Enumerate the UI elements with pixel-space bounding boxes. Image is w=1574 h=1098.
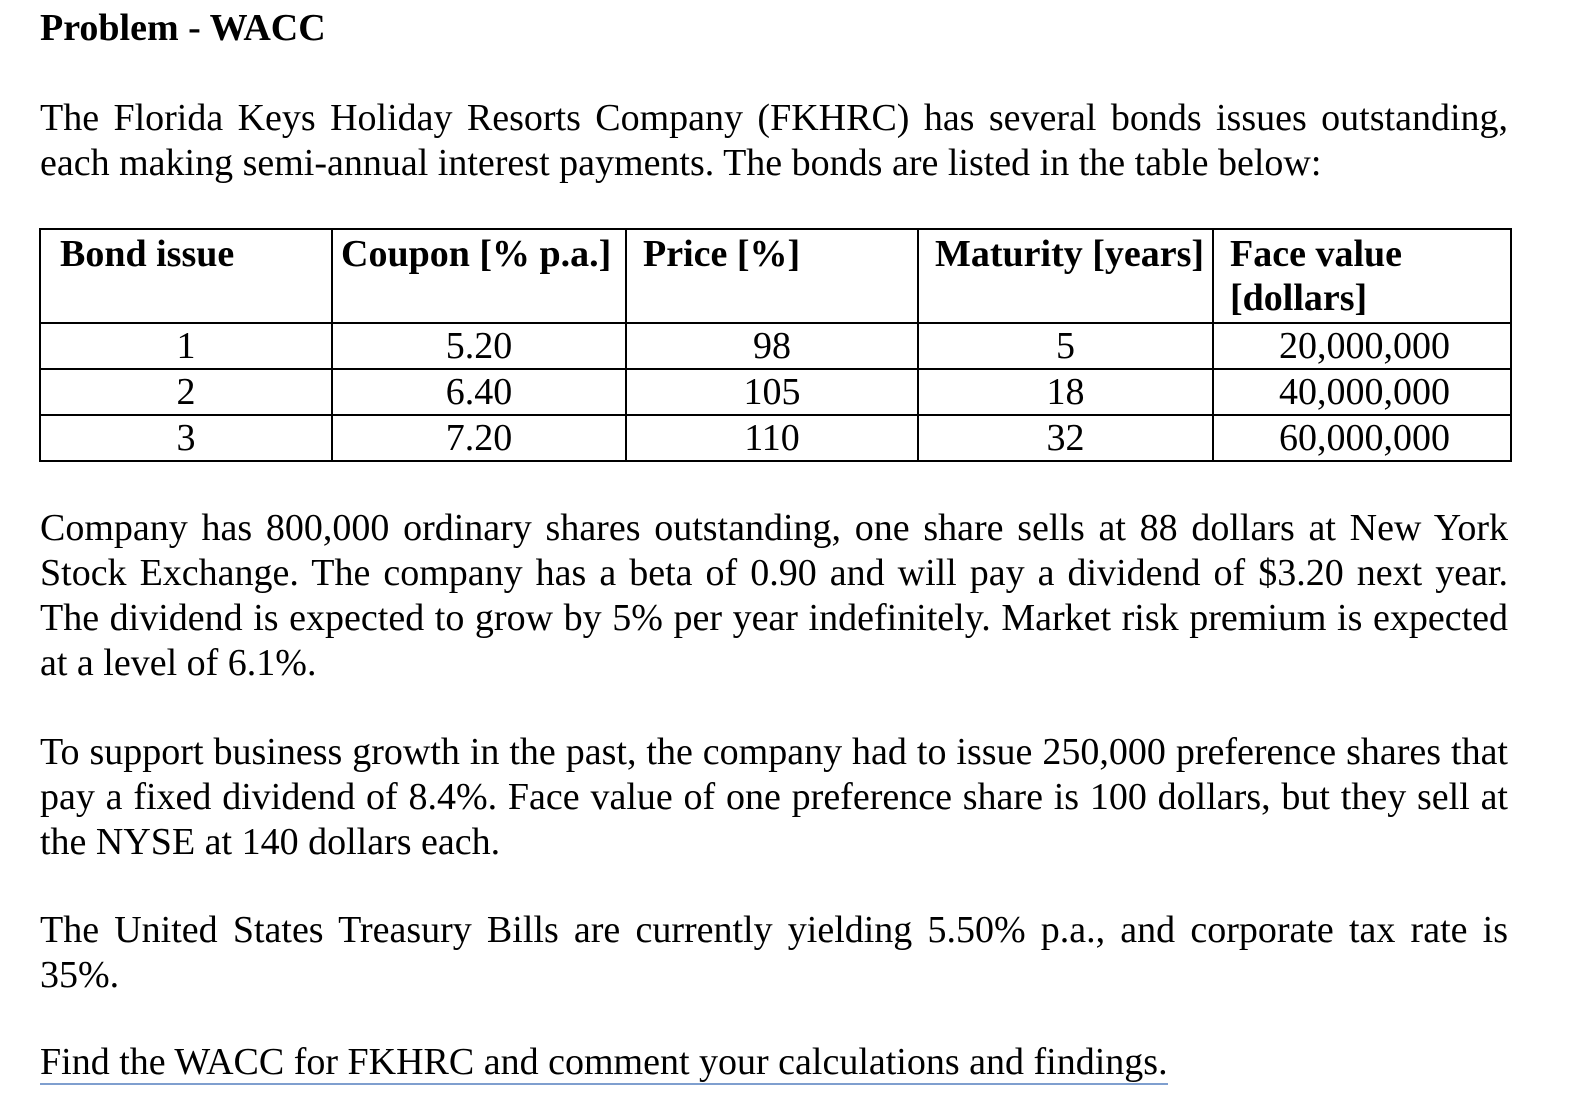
intro-paragraph: The Florida Keys Holiday Resorts Company (FKHRC) has several bonds issues outstanding, each making semi-annual interest payments. The bonds are listed in the table below: [40,97,1508,184]
cell-issue: 2 [40,369,332,415]
cell-maturity: 5 [918,323,1213,369]
treasury-paragraph: The United States Treasury Bills are currently yielding 5.50% p.a., and corporate tax rate is 35%. [40,909,1508,996]
table-row [40,369,1511,415]
table-row [40,323,1511,369]
header-face-value: Face value [dollars] [1213,229,1511,323]
cell-face-value: 20,000,000 [1213,323,1511,369]
cell-issue: 3 [40,415,332,461]
task-text: Find the WACC for FKHRC and comment your calculations and findings. [40,1041,1168,1083]
table-header-row [40,229,1511,323]
header-price: Price [%] [626,229,918,323]
cell-coupon: 6.40 [332,369,626,415]
table-row [40,415,1511,461]
header-bond-issue: Bond issue [40,229,332,323]
cell-coupon: 5.20 [332,323,626,369]
cell-issue: 1 [40,323,332,369]
problem-title: Problem - WACC [40,7,326,49]
equity-paragraph: Company has 800,000 ordinary shares outstanding, one share sells at 88 dollars at New York Stock Exchange. The company has a beta of 0.90 and will pay a dividend of $3.20 next year. The dividend is expected to grow by 5% per year indefinitely. Market risk premium is expected at a level of 6.1%. [40,507,1508,684]
header-maturity: Maturity [years] [918,229,1213,323]
preference-paragraph: To support business growth in the past, the company had to issue 250,000 preference shares that pay a fixed dividend of 8.4%. Face value of one preference share is 100 dollars, but they sell at the NYSE at 140 dollars each. [40,731,1508,863]
cell-face-value: 40,000,000 [1213,369,1511,415]
cell-maturity: 32 [918,415,1213,461]
cell-price: 110 [626,415,918,461]
cell-maturity: 18 [918,369,1213,415]
cell-price: 98 [626,323,918,369]
task-paragraph [40,1040,1508,1085]
cell-face-value: 60,000,000 [1213,415,1511,461]
header-coupon: Coupon [% p.a.] [332,229,626,323]
cell-price: 105 [626,369,918,415]
bonds-table [39,228,1512,462]
cell-coupon: 7.20 [332,415,626,461]
